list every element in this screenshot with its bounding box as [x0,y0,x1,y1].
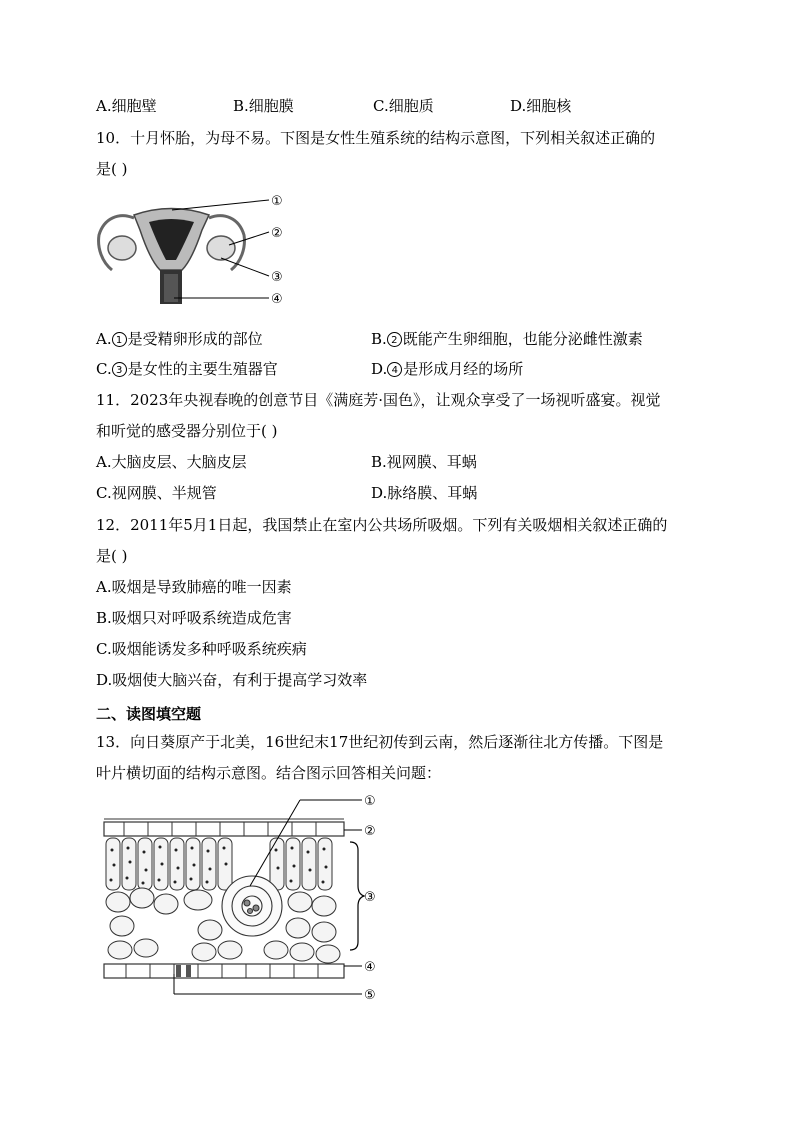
circled-number: 1 [112,332,127,347]
q10-stem-line2: 是( ) [96,160,128,178]
fig1-label-2: ② [271,226,283,241]
q12-option-d: D.吸烟使大脑兴奋，有利于提高学习效率 [96,671,368,689]
circled-number: 4 [387,362,402,377]
q9-option-a: A.细胞壁 [96,97,157,115]
female-reproductive-system-figure [94,190,294,312]
fig2-label-1: ① [364,794,376,809]
q12-option-c: C.吸烟能诱发多种呼吸系统疾病 [96,640,307,658]
q12-stem-line1: 12．2011年5月1日起，我国禁止在室内公共场所吸烟。下列有关吸烟相关叙述正确的 [96,516,668,534]
option-letter: A. [96,330,112,348]
fig2-label-2: ② [364,824,376,839]
q13-stem-line1: 13．向日葵原产于北美，16世纪末17世纪初传到云南，然后逐渐往北方传播。下图是 [96,733,664,751]
q10-option-a [96,329,263,349]
circled-number: 2 [387,332,402,347]
q12-option-b: B.吸烟只对呼吸系统造成危害 [96,609,292,627]
option-text: 是形成月经的场所 [403,360,524,378]
option-text: 是女性的主要生殖器官 [127,360,278,378]
q11-option-b: B.视网膜、耳蜗 [371,453,477,471]
option-text: 是受精卵形成的部位 [127,330,263,348]
section-title: 二、读图填空题 [96,705,202,723]
fig2-label-3: ③ [364,890,376,905]
q9-option-b: B.细胞膜 [233,97,294,115]
q11-option-d: D.脉络膜、耳蜗 [371,484,478,502]
q10-option-b [371,329,643,349]
fig1-label-3: ③ [271,270,283,285]
option-letter: B. [371,330,387,348]
q11-option-a: A.大脑皮层、大脑皮层 [96,453,247,471]
q12-stem-line2: 是( ) [96,547,128,565]
q12-option-a: A.吸烟是导致肺癌的唯一因素 [96,578,292,596]
fig2-label-5: ⑤ [364,988,376,1003]
q9-option-d: D.细胞核 [510,97,572,115]
fig1-label-1: ① [271,194,283,209]
leaf-cross-section-figure [100,790,390,1005]
circled-number: 3 [112,362,127,377]
q13-stem-line2: 叶片横切面的结构示意图。结合图示回答相关问题： [96,764,442,782]
q11-stem-line1: 11．2023年央视春晚的创意节目《满庭芳·国色》，让观众享受了一场视听盛宴。视觉 [96,391,661,409]
fig1-label-4: ④ [271,292,283,307]
q11-stem-line2: 和听觉的感受器分别位于( ) [96,422,278,440]
option-letter: C. [96,360,112,378]
q10-option-c [96,359,278,379]
option-text: 既能产生卵细胞，也能分泌雌性激素 [402,330,643,348]
option-letter: D. [371,360,388,378]
q10-option-d [371,359,523,379]
fig2-label-4: ④ [364,960,376,975]
q10-stem-line1: 10．十月怀胎，为母不易。下图是女性生殖系统的结构示意图，下列相关叙述正确的 [96,129,656,147]
q11-option-c: C.视网膜、半规管 [96,484,217,502]
q9-option-c: C.细胞质 [373,97,434,115]
